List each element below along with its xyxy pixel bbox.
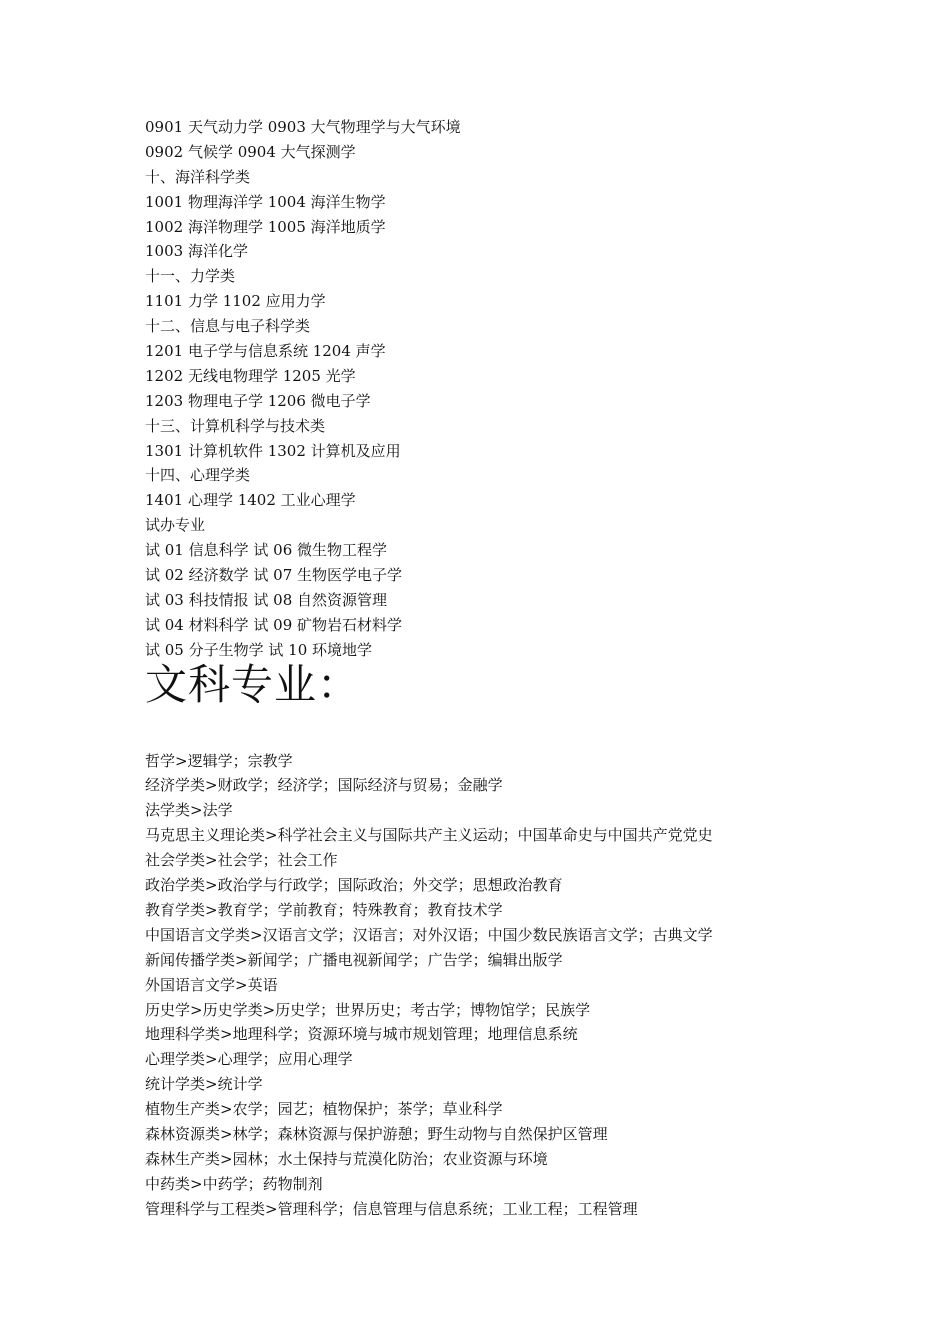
text-line: 1003 海洋化学 [145, 242, 248, 261]
text-line: 0902 气候学 0904 大气探测学 [145, 142, 356, 161]
text-line: 政治学类>政治学与行政学；国际政治；外交学；思想政治教育 [145, 876, 563, 895]
text-line: 新闻传播学类>新闻学；广播电视新闻学；广告学；编辑出版学 [145, 950, 563, 969]
text-line: 中国语言文学类>汉语言文学；汉语言；对外汉语；中国少数民族语言文学；古典文学 [145, 925, 713, 944]
text-line: 0901 天气动力学 0903 大气物理学与大气环境 [145, 118, 461, 136]
category-heading: 十、海洋科学类 [145, 167, 251, 186]
text-line: 1201 电子学与信息系统 1204 声学 [145, 342, 386, 361]
text-line: 1202 无线电物理学 1205 光学 [145, 366, 356, 385]
text-line: 历史学>历史学类>历史学；世界历史；考古学；博物馆学；民族学 [145, 1000, 591, 1019]
category-heading: 十四、心理学类 [145, 466, 251, 485]
text-line: 1401 心理学 1402 工业心理学 [145, 491, 356, 510]
text-line: 统计学类>统计学 [145, 1075, 263, 1094]
text-line: 试 05 分子生物学 试 10 环境地学 [145, 640, 373, 659]
text-line: 经济学类>财政学；经济学；国际经济与贸易；金融学 [145, 776, 503, 795]
category-heading: 十三、计算机科学与技术类 [145, 416, 326, 435]
text-line: 试 02 经济数学 试 07 生物医学电子学 [145, 566, 403, 585]
text-line: 森林资源类>林学；森林资源与保护游憩；野生动物与自然保护区管理 [145, 1124, 608, 1143]
text-line: 1101 力学 1102 应用力学 [145, 292, 326, 311]
text-line: 心理学类>心理学；应用心理学 [145, 1050, 353, 1069]
text-line: 1301 计算机软件 1302 计算机及应用 [145, 441, 401, 460]
text-line: 植物生产类>农学；园艺；植物保护；茶学；草业科学 [145, 1100, 503, 1119]
text-line: 试 03 科技情报 试 08 自然资源管理 [145, 590, 388, 609]
liberal-arts-heading: 文科专业： [145, 659, 361, 709]
text-line: 1002 海洋物理学 1005 海洋地质学 [145, 217, 386, 236]
text-line: 外国语言文学>英语 [145, 975, 278, 994]
text-line: 地理科学类>地理科学；资源环境与城市规划管理；地理信息系统 [145, 1025, 578, 1044]
liberal-arts-majors-list [145, 749, 925, 1222]
document-page [145, 115, 925, 1222]
text-line: 哲学>逻辑学；宗教学 [145, 751, 293, 770]
text-line: 法学类>法学 [145, 801, 233, 820]
text-line: 1001 物理海洋学 1004 海洋生物学 [145, 192, 386, 211]
text-line: 试 01 信息科学 试 06 微生物工程学 [145, 541, 388, 560]
text-line: 马克思主义理论类>科学社会主义与国际共产主义运动；中国革命史与中国共产党党史 [145, 826, 713, 845]
text-line: 中药类>中药学；药物制剂 [145, 1174, 323, 1193]
text-line: 社会学类>社会学；社会工作 [145, 851, 338, 870]
category-heading: 试办专业 [145, 516, 206, 535]
category-heading: 十二、信息与电子科学类 [145, 317, 311, 336]
text-line: 1203 物理电子学 1206 微电子学 [145, 391, 371, 410]
science-majors-list [145, 115, 925, 663]
text-line: 教育学类>教育学；学前教育；特殊教育；教育技术学 [145, 900, 503, 919]
category-heading: 十一、力学类 [145, 267, 236, 286]
text-line: 试 04 材料科学 试 09 矿物岩石材料学 [145, 615, 403, 634]
text-line: 管理科学与工程类>管理科学；信息管理与信息系统；工业工程；工程管理 [145, 1199, 638, 1218]
text-line: 森林生产类>园林；水土保持与荒漠化防治；农业资源与环境 [145, 1149, 548, 1168]
